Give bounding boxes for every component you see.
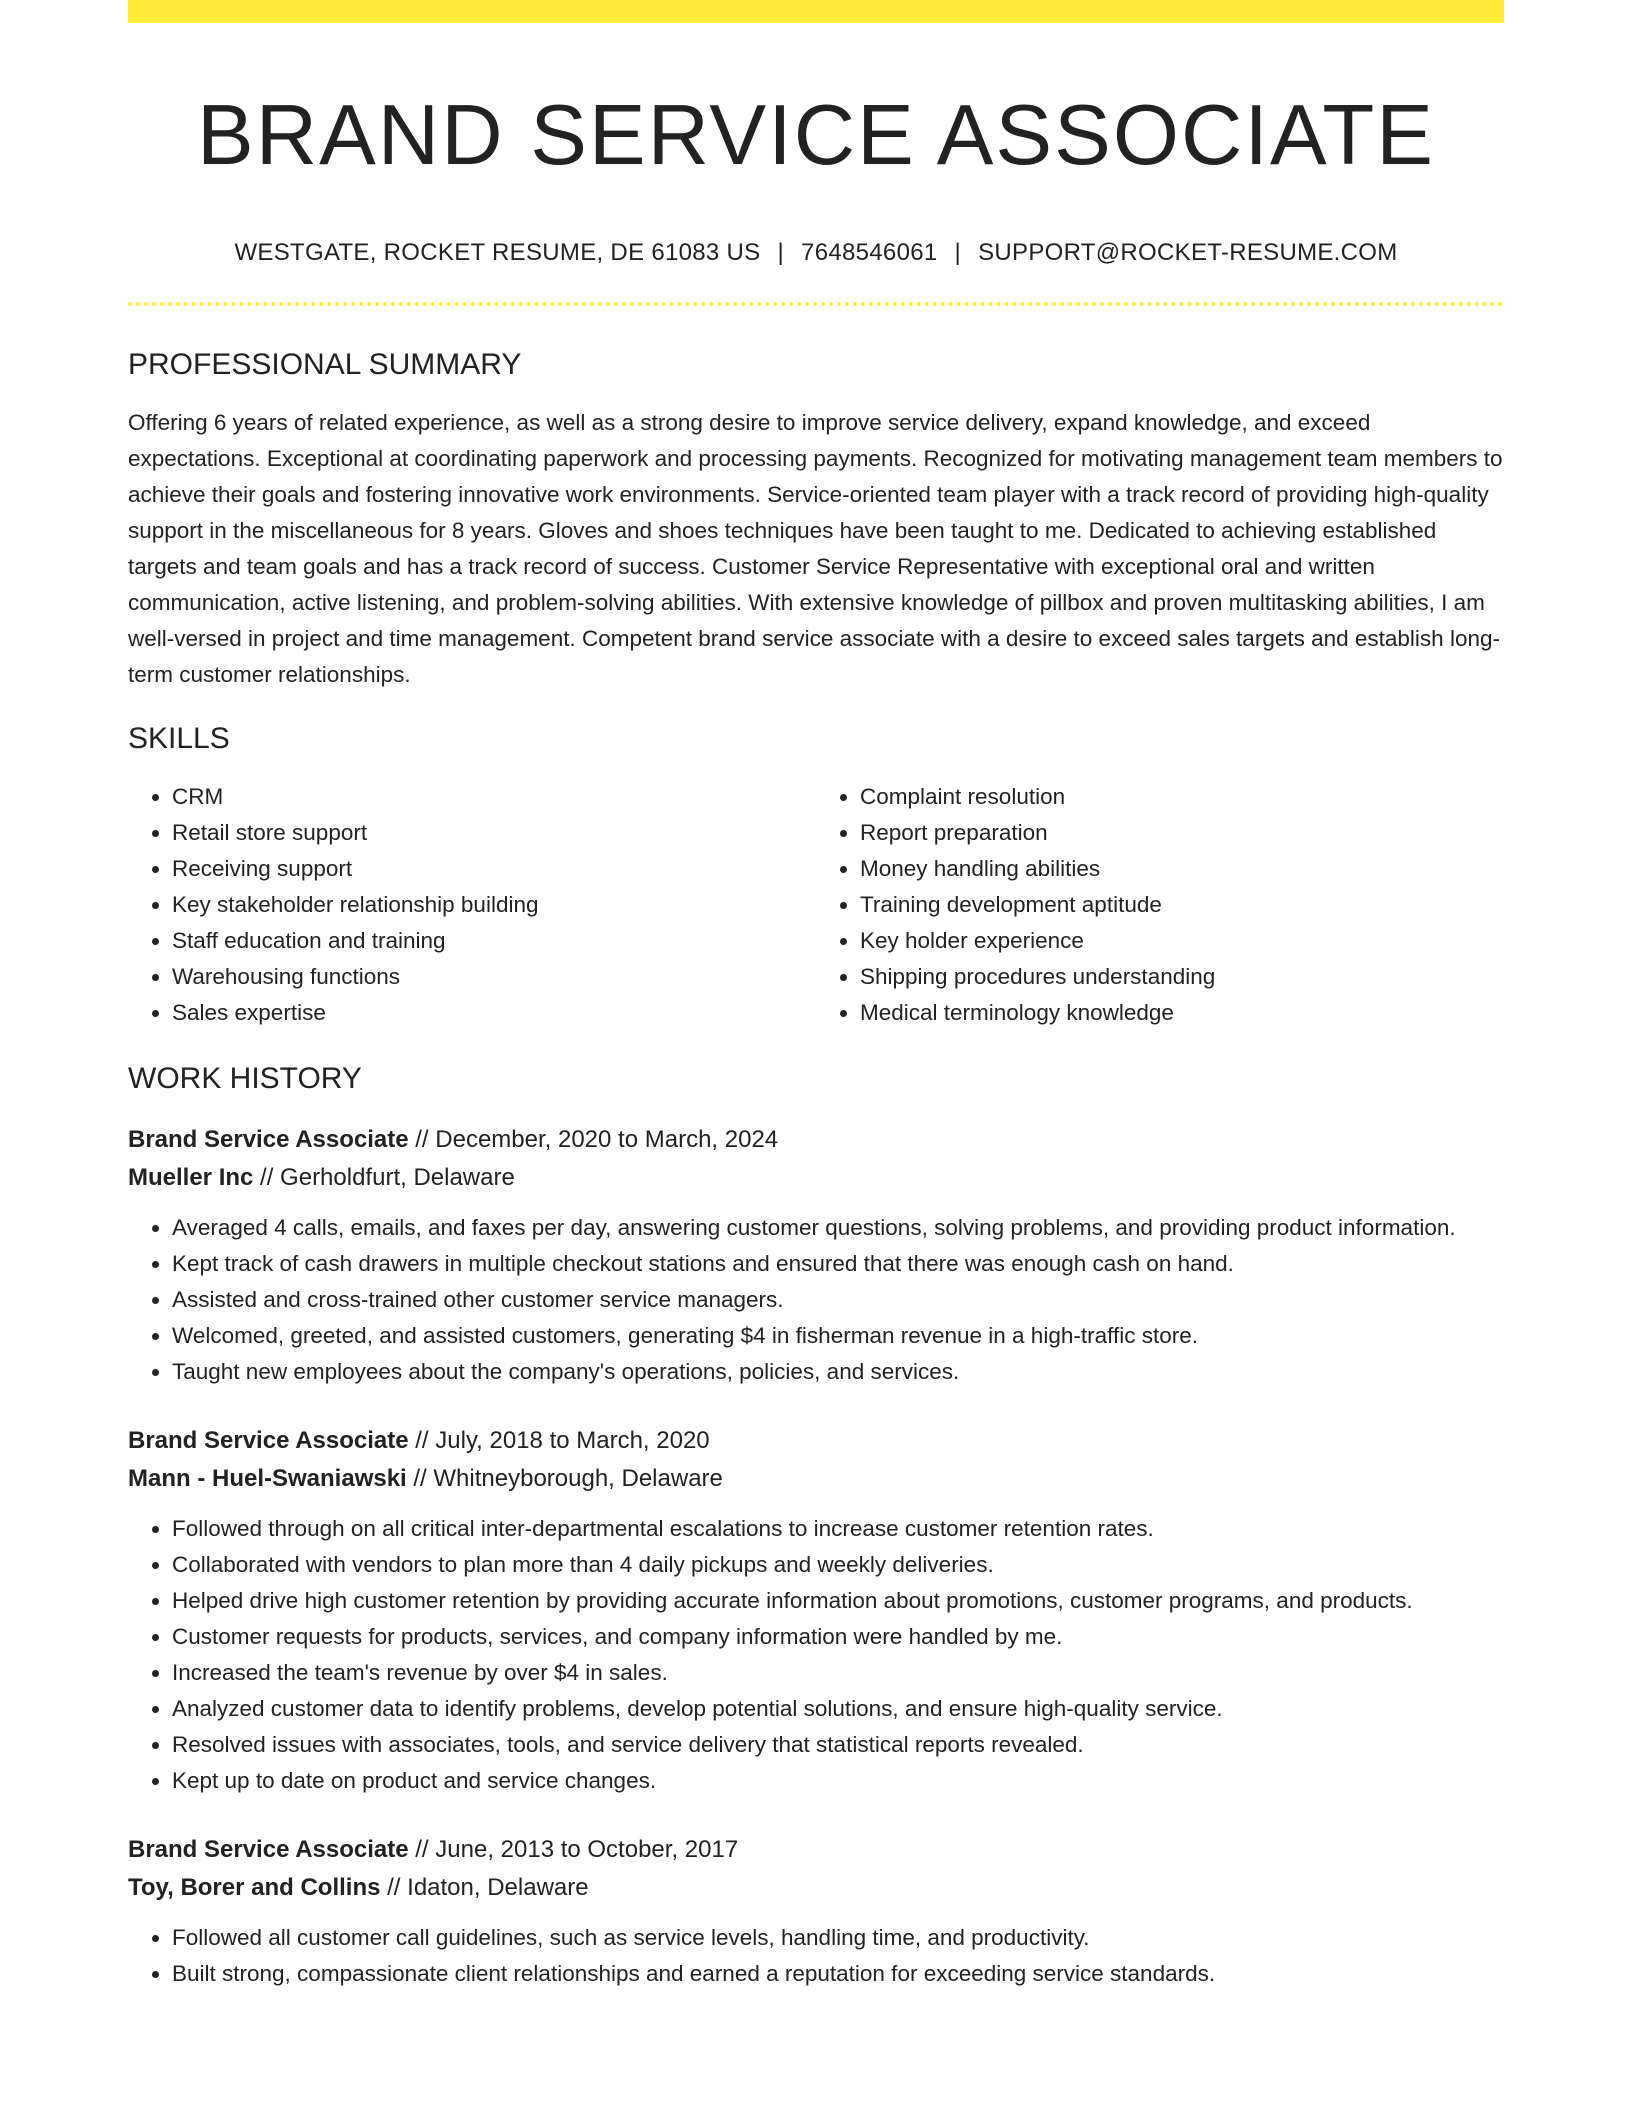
job-company-line [128, 1869, 1504, 1907]
contact-address: WESTGATE, ROCKET RESUME, DE 61083 US [234, 239, 761, 266]
job-bullet: • Customer requests for products, services, and company information were handled by me. [172, 1619, 1504, 1655]
skill-item: • Receiving support [172, 851, 816, 887]
job-bullet: • Followed through on all critical inter-departmental escalations to increase customer retention rates. [172, 1511, 1504, 1547]
job-dates: // July, 2018 to March, 2020 [415, 1427, 710, 1454]
accent-top-bar [128, 0, 1504, 23]
job-bullet: • Resolved issues with associates, tools, and service delivery that statistical reports revealed. [172, 1727, 1504, 1763]
skill-item: • Training development aptitude [860, 887, 1504, 923]
job-bullets [128, 1511, 1504, 1799]
job-entry [128, 1422, 1504, 1799]
job-role-line [128, 1422, 1504, 1460]
job-entry [128, 1831, 1504, 1992]
job-company: Mann - Huel-Swaniawski [128, 1465, 407, 1492]
contact-separator: | [777, 239, 785, 266]
skills-columns [128, 779, 1504, 1031]
job-bullet: • Kept track of cash drawers in multiple checkout stations and ensured that there was enough cash on hand. [172, 1246, 1504, 1282]
job-role: Brand Service Associate [128, 1836, 409, 1863]
job-role: Brand Service Associate [128, 1126, 409, 1153]
skill-item: • Medical terminology knowledge [860, 995, 1504, 1031]
skill-item: • Report preparation [860, 815, 1504, 851]
contact-line [128, 238, 1504, 268]
skills-list-left [128, 779, 816, 1031]
skill-item: • Key stakeholder relationship building [172, 887, 816, 923]
job-location: // Gerholdfurt, Delaware [260, 1164, 515, 1191]
skill-item: • Key holder experience [860, 923, 1504, 959]
job-bullet: • Kept up to date on product and service changes. [172, 1763, 1504, 1799]
job-role: Brand Service Associate [128, 1427, 409, 1454]
job-company: Toy, Borer and Collins [128, 1874, 381, 1901]
work-history-heading: WORK HISTORY [128, 1062, 362, 1095]
job-role-line [128, 1831, 1504, 1869]
job-location: // Idaton, Delaware [387, 1874, 589, 1901]
skill-item: • CRM [172, 779, 816, 815]
job-bullet: • Collaborated with vendors to plan more than 4 daily pickups and weekly deliveries. [172, 1547, 1504, 1583]
job-bullet: • Followed all customer call guidelines, such as service levels, handling time, and productivity. [172, 1920, 1504, 1956]
job-location: // Whitneyborough, Delaware [413, 1465, 723, 1492]
job-bullet: • Assisted and cross-trained other customer service managers. [172, 1282, 1504, 1318]
job-bullets [128, 1920, 1504, 1992]
job-bullets [128, 1210, 1504, 1390]
skill-item: • Retail store support [172, 815, 816, 851]
job-bullet: • Built strong, compassionate client relationships and earned a reputation for exceeding service standards. [172, 1956, 1504, 1992]
job-bullet: • Averaged 4 calls, emails, and faxes per day, answering customer questions, solving problems, and providing product information. [172, 1210, 1504, 1246]
job-bullet: • Taught new employees about the company's operations, policies, and services. [172, 1354, 1504, 1390]
job-bullet: • Analyzed customer data to identify problems, develop potential solutions, and ensure high-quality service. [172, 1691, 1504, 1727]
skill-item: • Complaint resolution [860, 779, 1504, 815]
dotted-divider [128, 302, 1504, 306]
job-company-line [128, 1159, 1504, 1197]
job-dates: // June, 2013 to October, 2017 [415, 1836, 739, 1863]
skill-item: • Money handling abilities [860, 851, 1504, 887]
job-entry [128, 1121, 1504, 1390]
skills-list-right [816, 779, 1504, 1031]
contact-phone: 7648546061 [801, 239, 938, 266]
job-bullet: • Welcomed, greeted, and assisted customers, generating $4 in fisherman revenue in a high-traffic store. [172, 1318, 1504, 1354]
skill-item: • Warehousing functions [172, 959, 816, 995]
resume-title: BRAND SERVICE ASSOCIATE [197, 88, 1435, 183]
job-role-line [128, 1121, 1504, 1159]
summary-paragraph: Offering 6 years of related experience, as well as a strong desire to improve service delivery, expand knowledge, and exceed expectations. Exceptional at coordinating paperwork and processing payments. Recognized for motivating management team members to achieve their goals and fostering innovative work environments. Service-oriented team player with a track record of providing high-quality support in the miscellaneous for 8 years. Gloves and shoes techniques have been taught to me. Dedicated to achieving established targets and team goals and has a track record of success. Customer Service Representative with exceptional oral and written communication, active listening, and problem-solving abilities. With extensive knowledge of pillbox and proven multitasking abilities, I am well-versed in project and time management. Competent brand service associate with a desire to exceed sales targets and establish long-term customer relationships. [128, 410, 1503, 687]
contact-email[interactable]: SUPPORT@ROCKET-RESUME.COM [978, 239, 1398, 266]
contact-separator: | [954, 239, 962, 266]
skills-heading: SKILLS [128, 722, 230, 755]
skill-item: • Sales expertise [172, 995, 816, 1031]
job-bullet: • Increased the team's revenue by over $4 in sales. [172, 1655, 1504, 1691]
job-company-line [128, 1460, 1504, 1498]
resume-content [128, 23, 1504, 1992]
skill-item: • Staff education and training [172, 923, 816, 959]
summary-heading: PROFESSIONAL SUMMARY [128, 348, 522, 381]
job-dates: // December, 2020 to March, 2024 [415, 1126, 779, 1153]
job-bullet: • Helped drive high customer retention by providing accurate information about promotions, customer programs, and products. [172, 1583, 1504, 1619]
skill-item: • Shipping procedures understanding [860, 959, 1504, 995]
job-company: Mueller Inc [128, 1164, 254, 1191]
